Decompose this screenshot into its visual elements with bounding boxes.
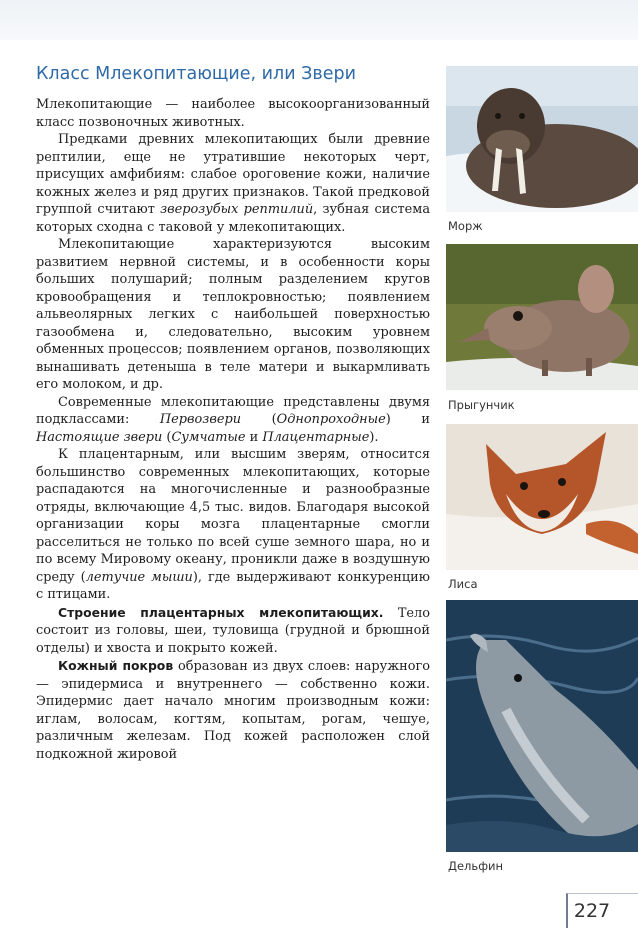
paragraph-1-text: Млекопитающие — наиболее высокоорганизованный класс позвоночных животных. (36, 97, 430, 130)
paragraph-6-text: Тело состоит из головы, шеи, туловища (грудной и брюшной отделы) и хвоста и покрыто кожей. (36, 605, 430, 656)
page-number-rule (614, 893, 638, 894)
paragraph-5-text-a: К плацентарным, или высшим зверям, относится большинство современных млекопитающих, которые распадаются на многочисленные и разнообразные отряды, включающие 4,5 тыс. видов. Благодаря высокой организации коры мозга плацентарные смогли расселиться не только по всей суше земного шара, но и по всему Мировому океану, проникли даже в воздушную среду ( (36, 447, 430, 585)
paragraph-4-text-f: ). (369, 429, 379, 445)
paragraph-5-italic: летучие мыши (85, 569, 193, 585)
paragraph-3 (36, 236, 430, 394)
paragraph-4-text-b: ( (241, 412, 277, 427)
dolphin-photo (446, 600, 638, 852)
figure-caption-4: Дельфин (448, 859, 504, 873)
paragraph-4-italic-1: Первозвери (159, 412, 242, 427)
paragraph-6-bold: Строение плацентарных млекопитающих. (58, 604, 384, 620)
paragraph-7-bold: Кожный покров (58, 658, 174, 673)
page-number: 227 (566, 893, 616, 928)
paragraph-2-text-a: Предками древних млекопитающих были древние рептилии, еще не утратившие некоторых черт, присущих амфибиям: слабое ороговение кожи, наличие кожных желез и ряд других признаков. Такой предковой группой считают (36, 132, 430, 217)
body-text (36, 96, 430, 763)
paragraph-6 (36, 604, 430, 658)
paragraph-4-text-e: и (245, 429, 263, 445)
walrus-photo (446, 66, 638, 212)
paragraph-4-text-a: Современные млекопитающие представлены двумя подклассами: (36, 394, 430, 427)
paragraph-4 (36, 394, 430, 447)
paragraph-1 (36, 96, 430, 131)
figure-caption-2: Прыгунчик (448, 398, 515, 412)
fox-photo (446, 424, 638, 570)
paragraph-4-text-d: ( (162, 429, 172, 445)
paragraph-5 (36, 446, 430, 604)
paragraph-2 (36, 131, 430, 236)
paragraph-4-italic-5: Плацентарные (262, 429, 370, 445)
paragraph-4-italic-2: Однопроходные (276, 412, 386, 427)
page-top-strip (0, 0, 638, 40)
figure-caption-1: Морж (448, 219, 483, 233)
paragraph-2-text-b: , зубная система которых сходна с таковой у млекопитающих. (36, 202, 431, 235)
paragraph-2-italic: зверозубых рептилий (160, 202, 314, 217)
elephant-shrew-photo (446, 244, 638, 390)
paragraph-4-italic-4: Сумчатые (171, 429, 246, 445)
paragraph-5-text-b: ), где выдерживают конкуренцию с птицами. (36, 569, 430, 602)
figure-caption-3: Лиса (448, 577, 478, 591)
paragraph-3-text: Млекопитающие характеризуются высоким развитием нервной системы, и в особенности коры больших полушарий; полным разделением кругов кровообращения и теплокровностью; появлением альвеолярных легких с наибольшей поверхностью газообмена и, следовательно, высоким уровнем обменных процессов; появлением органов, позволяющих вынашивать детеныша в теле матери и выкармливать его молоком, и др. (36, 237, 430, 392)
section-heading: Класс Млекопитающие, или Звери (36, 64, 356, 84)
paragraph-4-italic-3: Настоящие звери (36, 429, 163, 445)
paragraph-4-text-c: ) и (385, 412, 430, 427)
paragraph-7-text: образован из двух слоев: наружного — эпидермиса и внутреннего — собственно кожи. Эпидермис дает начало многим производным кожи: иглам, волосам, когтям, копытам, рогам, чешуе, различным железам. Под кожей расположен слой подкожной жировой (36, 659, 430, 762)
paragraph-7 (36, 657, 430, 763)
